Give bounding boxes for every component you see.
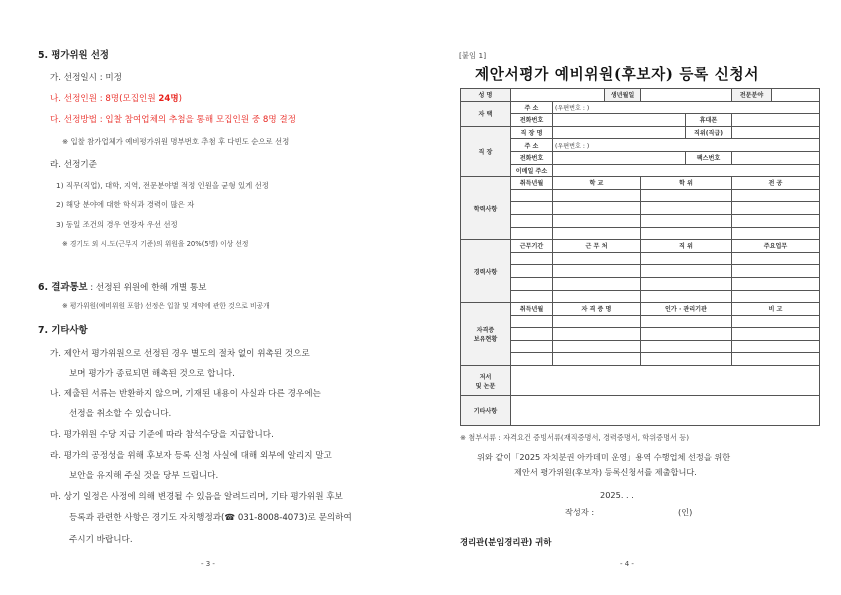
section-6-text: : 선정된 위원에 한해 개별 통보 [87, 283, 207, 293]
home-phone-field[interactable] [553, 114, 686, 127]
label-work-address: 주 소 [511, 139, 553, 152]
selection-method: 다. 선정방법 : 입찰 참여업체의 추첨을 통해 모집인원 중 8명 결정 [50, 115, 296, 125]
selection-count-suffix: ) [178, 94, 183, 104]
position-field[interactable] [732, 126, 820, 139]
misc-c: 다. 평가위원 수당 지급 기준에 따라 참석수당을 지급합니다. [50, 430, 274, 440]
form-row-etc [461, 396, 820, 426]
label-papers-line1: 저서 [479, 373, 492, 381]
writer-label: 작성자 : [565, 507, 595, 517]
edu-cell[interactable] [641, 189, 732, 202]
work-address-field[interactable]: (우편번호 : ) [553, 139, 820, 152]
submission-date: 2025. . . [600, 490, 634, 500]
label-education: 학력사항 [461, 177, 511, 240]
section-6 [38, 279, 206, 293]
section-5-title: 5. 평가위원 선정 [38, 50, 109, 61]
form-row-work-address [461, 139, 820, 152]
criteria-2: 2) 해당 분야에 대한 학식과 경력이 많은 자 [56, 200, 195, 209]
page-number-4: - 4 - [620, 560, 634, 568]
edu-cell[interactable] [732, 202, 820, 215]
career-cell[interactable] [553, 277, 641, 290]
cert-cell[interactable] [732, 315, 820, 328]
selection-date: 가. 선정일시 : 미정 [50, 73, 122, 83]
cert-row [461, 353, 820, 366]
career-cell[interactable] [553, 252, 641, 265]
career-cell[interactable] [511, 277, 553, 290]
label-field: 전문분야 [732, 89, 772, 102]
form-row-home-phone [461, 114, 820, 127]
header-duty: 주요업무 [732, 240, 820, 253]
selection-count [50, 92, 182, 104]
form-row-edu-header [461, 177, 820, 190]
career-row [461, 265, 820, 278]
misc-d-line1: 라. 평가의 공정성을 위해 후보자 등록 신청 사실에 대해 외부에 알리지 말고 [50, 451, 332, 461]
attachment-note: ※ 첨부서류 : 자격요건 증빙서류(재직증명서, 경력증명서, 학위증명서 등) [460, 433, 690, 442]
edu-cell[interactable] [553, 214, 641, 227]
header-issuer: 인가 · 관리기관 [641, 303, 732, 316]
label-work: 직 장 [461, 126, 511, 176]
edu-row [461, 227, 820, 240]
edu-cell[interactable] [732, 189, 820, 202]
edu-row [461, 214, 820, 227]
edu-cell[interactable] [553, 227, 641, 240]
header-edu-date: 취득년월 [511, 177, 553, 190]
label-work-phone: 전화번호 [511, 151, 553, 164]
label-home-phone: 전화번호 [511, 114, 553, 127]
label-mobile: 휴대폰 [686, 114, 732, 127]
career-row [461, 252, 820, 265]
work-phone-field[interactable] [553, 151, 686, 164]
cert-cell[interactable] [641, 315, 732, 328]
cert-cell[interactable] [511, 328, 553, 341]
label-etc: 기타사항 [461, 396, 511, 426]
label-home-address: 주 소 [511, 101, 553, 114]
company-field[interactable] [553, 126, 686, 139]
cert-row [461, 340, 820, 353]
form-row-work-phone [461, 151, 820, 164]
cert-cell[interactable] [553, 340, 641, 353]
field-field[interactable] [772, 89, 820, 102]
statement-line1: 위와 같이「2025 자치분권 아카데미 운영」용역 수행업체 선정을 위한 [477, 452, 731, 462]
career-cell[interactable] [732, 265, 820, 278]
cert-cell[interactable] [732, 328, 820, 341]
papers-field[interactable] [511, 366, 820, 396]
cert-cell[interactable] [732, 340, 820, 353]
form-row-papers [461, 366, 820, 396]
edu-cell[interactable] [641, 202, 732, 215]
recipient: 경리관(분임경리관) 귀하 [460, 537, 552, 547]
cert-cell[interactable] [641, 328, 732, 341]
label-birth: 생년월일 [605, 89, 641, 102]
email-field[interactable] [553, 164, 820, 177]
career-cell[interactable] [732, 277, 820, 290]
statement-line2: 제안서 평가위원(후보자) 등록신청서를 제출합니다. [514, 467, 697, 477]
header-major: 전 공 [732, 177, 820, 190]
selection-count-prefix: 나. 선정인원 : 8명(모집인원 [50, 94, 159, 104]
label-position: 직위(직급) [686, 126, 732, 139]
career-cell[interactable] [732, 290, 820, 303]
career-cell[interactable] [641, 265, 732, 278]
header-rank: 직 위 [641, 240, 732, 253]
label-certificates [461, 303, 511, 366]
label-career: 경력사항 [461, 240, 511, 303]
section-7-title: 7. 기타사항 [38, 325, 88, 336]
edu-cell[interactable] [511, 202, 553, 215]
header-cert-name: 자 격 증 명 [553, 303, 641, 316]
section-6-note: ※ 평가위원(예비위원 포함) 선정은 입찰 및 계약에 관한 것으로 비공개 [62, 302, 270, 310]
career-cell[interactable] [511, 290, 553, 303]
page-number-3: - 3 - [201, 560, 215, 568]
label-name: 성 명 [461, 89, 511, 102]
cert-cell[interactable] [511, 340, 553, 353]
label-cert-line2: 보유현황 [473, 336, 498, 344]
selection-criteria: 라. 선정기준 [50, 160, 97, 170]
etc-field[interactable] [511, 396, 820, 426]
cert-cell[interactable] [732, 353, 820, 366]
edu-cell[interactable] [511, 227, 553, 240]
form-row-home-address [461, 101, 820, 114]
criteria-3: 3) 동일 조건의 경우 연장자 우선 선정 [56, 220, 178, 229]
label-company: 직 장 명 [511, 126, 553, 139]
misc-a-line1: 가. 제안서 평가위원으로 선정된 경우 별도의 절차 없이 위촉된 것으로 [50, 349, 310, 359]
cert-cell[interactable] [511, 315, 553, 328]
label-papers-line2: 및 논문 [475, 382, 496, 390]
header-school: 학 교 [553, 177, 641, 190]
career-cell[interactable] [641, 252, 732, 265]
page-4 [420, 0, 841, 595]
misc-a-line2: 보며 평가가 종료되면 해촉된 것으로 합니다. [69, 369, 235, 379]
attachment-label: [붙임 1] [459, 51, 487, 60]
career-cell[interactable] [641, 277, 732, 290]
form-row-career-header [461, 240, 820, 253]
header-place: 근 무 처 [553, 240, 641, 253]
label-fax: 팩스번호 [686, 151, 732, 164]
selection-count-bold: 24명 [158, 94, 179, 104]
misc-e-line2: 등록과 관련한 사항은 경기도 자치행정과(☎ 031-8008-4073)로 문의하여 [69, 513, 352, 523]
edu-row [461, 189, 820, 202]
cert-row [461, 328, 820, 341]
form-row-company [461, 126, 820, 139]
cert-cell[interactable] [511, 353, 553, 366]
edu-cell[interactable] [511, 189, 553, 202]
career-cell[interactable] [553, 290, 641, 303]
application-form-table [460, 88, 820, 426]
mobile-field[interactable] [732, 114, 820, 127]
cert-cell[interactable] [553, 353, 641, 366]
misc-b-line1: 나. 제출된 서류는 반환하지 않으며, 기재된 내용이 사실과 다른 경우에는 [50, 389, 321, 399]
edu-cell[interactable] [732, 214, 820, 227]
misc-e-line3: 주시기 바랍니다. [69, 535, 133, 545]
label-cert-line1: 자격증 [476, 327, 495, 335]
home-address-field[interactable]: (우편번호 : ) [553, 101, 820, 114]
header-remark: 비 고 [732, 303, 820, 316]
edu-row [461, 202, 820, 215]
form-title: 제안서평가 예비위원(후보자) 등록 신청서 [475, 66, 760, 83]
criteria-note: ※ 경기도 외 시.도(근무지 기준)의 위원을 20%(5명) 이상 선정 [62, 240, 249, 248]
name-field[interactable] [511, 89, 605, 102]
career-row [461, 277, 820, 290]
cert-row [461, 315, 820, 328]
fax-field[interactable] [732, 151, 820, 164]
label-email: 이메일 주소 [511, 164, 553, 177]
edu-cell[interactable] [641, 227, 732, 240]
section-6-title: 6. 결과통보 [38, 282, 88, 293]
form-row-name [461, 89, 820, 102]
cert-cell[interactable] [553, 315, 641, 328]
selection-method-note: ※ 입찰 참가업체가 예비평가위원 명부번호 추첨 후 다빈도 순으로 선정 [62, 137, 290, 146]
edu-cell[interactable] [732, 227, 820, 240]
edu-cell[interactable] [641, 214, 732, 227]
seal-mark: (인) [678, 507, 693, 517]
form-row-cert-header [461, 303, 820, 316]
edu-cell[interactable] [511, 214, 553, 227]
career-cell[interactable] [511, 265, 553, 278]
cert-cell[interactable] [641, 353, 732, 366]
birth-field[interactable] [641, 89, 732, 102]
header-cert-date: 취득년월 [511, 303, 553, 316]
form-row-email [461, 164, 820, 177]
cert-cell[interactable] [553, 328, 641, 341]
page-3 [0, 0, 420, 595]
misc-b-line2: 선정을 취소할 수 있습니다. [69, 409, 172, 419]
career-cell[interactable] [641, 290, 732, 303]
misc-e-line1: 마. 상기 일정은 사정에 의해 변경될 수 있음을 알려드리며, 기타 평가위원 후보 [50, 492, 343, 502]
career-cell[interactable] [732, 252, 820, 265]
career-cell[interactable] [511, 252, 553, 265]
criteria-1: 1) 직무(직업), 대학, 지역, 전문분야별 적정 인원을 균형 있게 선정 [56, 181, 269, 190]
header-degree: 학 위 [641, 177, 732, 190]
header-period: 근무기간 [511, 240, 553, 253]
career-row [461, 290, 820, 303]
career-cell[interactable] [553, 265, 641, 278]
edu-cell[interactable] [553, 202, 641, 215]
misc-d-line2: 보안을 유지해 주실 것을 당부 드립니다. [69, 471, 219, 481]
label-home: 자 택 [461, 101, 511, 126]
cert-cell[interactable] [641, 340, 732, 353]
label-papers [461, 366, 511, 396]
edu-cell[interactable] [553, 189, 641, 202]
